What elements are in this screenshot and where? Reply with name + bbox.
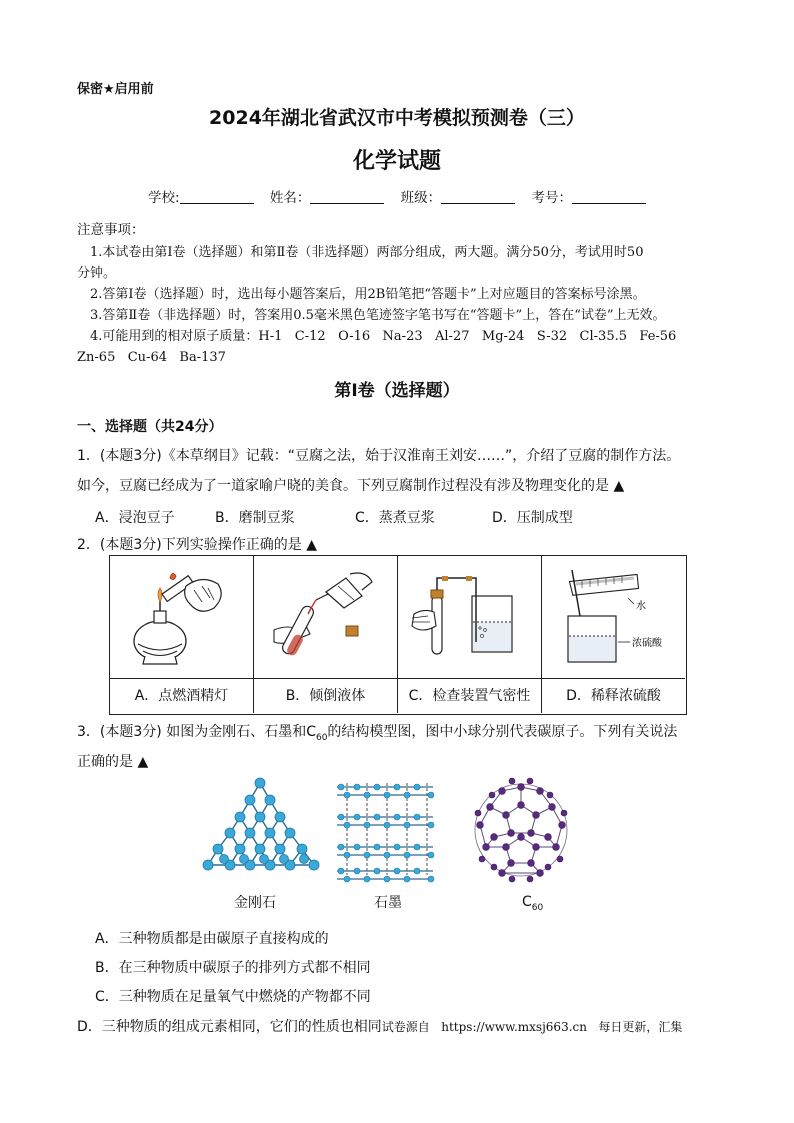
q2-figure-table	[109, 555, 687, 715]
class-blank[interactable]	[441, 190, 515, 204]
q1-option-a[interactable]: A．浸泡豆子	[95, 510, 175, 526]
section-title: 第I卷（选择题）	[334, 381, 460, 401]
q1-option-c[interactable]: C．蒸煮豆浆	[355, 510, 435, 526]
q2-cell-d	[542, 556, 685, 713]
q1-option-d[interactable]: D．压制成型	[492, 510, 573, 526]
q2-stem: 2．(本题3分)下列实验操作正确的是 ▲	[77, 537, 317, 553]
diamond-structure-model	[200, 775, 326, 885]
school-blank[interactable]	[180, 190, 254, 204]
name-label: 姓名：	[269, 190, 311, 206]
q1-option-b[interactable]: B．磨制豆浆	[215, 510, 295, 526]
name-blank[interactable]	[310, 190, 384, 204]
diamond-label: 金刚石	[234, 895, 276, 911]
q1-stem-line1: 1．(本题3分)《本草纲目》记载：“豆腐之法，始于汉淮南王刘安……”，介绍了豆腐的制作方法。	[77, 448, 681, 464]
class-label: 班级：	[400, 190, 442, 206]
q2-cell-a	[110, 556, 254, 713]
water-label: 水	[636, 601, 646, 612]
q3-choice-a[interactable]: A．三种物质都是由碳原子直接构成的	[95, 931, 329, 947]
acid-label: 浓硫酸	[632, 638, 662, 649]
source-watermark: 试卷源自 https://www.mxsj663.cn 每日更新，汇集	[381, 1020, 683, 1034]
notice-item-1-cont: 分钟。	[77, 266, 117, 281]
notice-item-4-cont: Zn-65 Cu-64 Ba-137	[77, 350, 226, 365]
exam-title: 2024年湖北省武汉市中考模拟预测卷（三）	[209, 107, 585, 129]
q2-caption-b[interactable]: B．倾倒液体	[254, 678, 397, 714]
confidential-mark: 保密★启用前	[77, 82, 154, 97]
q3-stem-line1: 3．(本题3分) 如图为金刚石、石墨和$C_{60}$的结构模型图，图中小球分别代表碳原子。下列有关说法	[77, 724, 678, 743]
student-info-line	[0, 186, 794, 206]
q3-choice-c[interactable]: C．三种物质在足量氧气中燃烧的产物都不同	[95, 989, 371, 1005]
q3-choice-d-line	[77, 1016, 682, 1036]
q2-caption-c[interactable]: C．检查装置气密性	[398, 678, 541, 714]
notice-item-3: 3.答第Ⅱ卷（非选择题）时，答案用0.5毫米黑色笔迹签字笔书写在“答题卡”上，答在“试卷”上无效。	[90, 308, 666, 323]
q1-stem-line2: 如今，豆腐已经成为了一道家喻户晓的美食。下列豆腐制作过程没有涉及物理变化的是 ▲	[77, 478, 625, 494]
notice-item-4: 4.可能用到的相对原子质量：H-1 C-12 O-16 Na-23 Al-27 Mg-24 S-32 Cl-35.5 Fe-56	[90, 329, 677, 344]
school-label: 学校:	[148, 190, 180, 206]
notice-item-2: 2.答第Ⅰ卷（选择题）时，选出每小题答案后，用2B铅笔把“答题卡”上对应题目的答案标号涂黑。	[90, 287, 646, 302]
q1-options	[95, 507, 573, 527]
lamp-lighting-illustration	[110, 556, 253, 678]
q3-choice-d[interactable]: D．三种物质的组成元素相同，它们的性质也相同	[77, 1019, 382, 1035]
exam-number-blank[interactable]	[572, 190, 646, 204]
notice-item-1: 1.本试卷由第Ⅰ卷（选择题）和第Ⅱ卷（非选择题）两部分组成，两大题。满分50分，考试用时50	[90, 245, 644, 260]
part-heading: 一、选择题（共24分）	[77, 419, 223, 435]
c60-structure-model	[466, 775, 576, 885]
q3-choice-b[interactable]: B．在三种物质中碳原子的排列方式都不相同	[95, 960, 371, 976]
q2-caption-a[interactable]: A．点燃酒精灯	[110, 678, 253, 714]
airtightness-check-illustration	[398, 556, 541, 678]
q2-caption-d[interactable]: D．稀释浓硫酸	[542, 678, 685, 714]
q3-stem-line2: 正确的是 ▲	[77, 754, 149, 770]
q2-cell-c	[398, 556, 542, 713]
diluting-acid-illustration	[542, 556, 685, 678]
exam-number-label: 考号：	[531, 190, 572, 206]
graphite-label: 石墨	[374, 895, 402, 911]
exam-subtitle: 化学试题	[352, 149, 441, 174]
q2-cell-b	[254, 556, 398, 713]
notice-heading: 注意事项：	[77, 222, 145, 238]
c60-label: $C_{60}$	[522, 894, 544, 913]
graphite-structure-model	[333, 775, 437, 885]
pouring-liquid-illustration	[254, 556, 397, 678]
